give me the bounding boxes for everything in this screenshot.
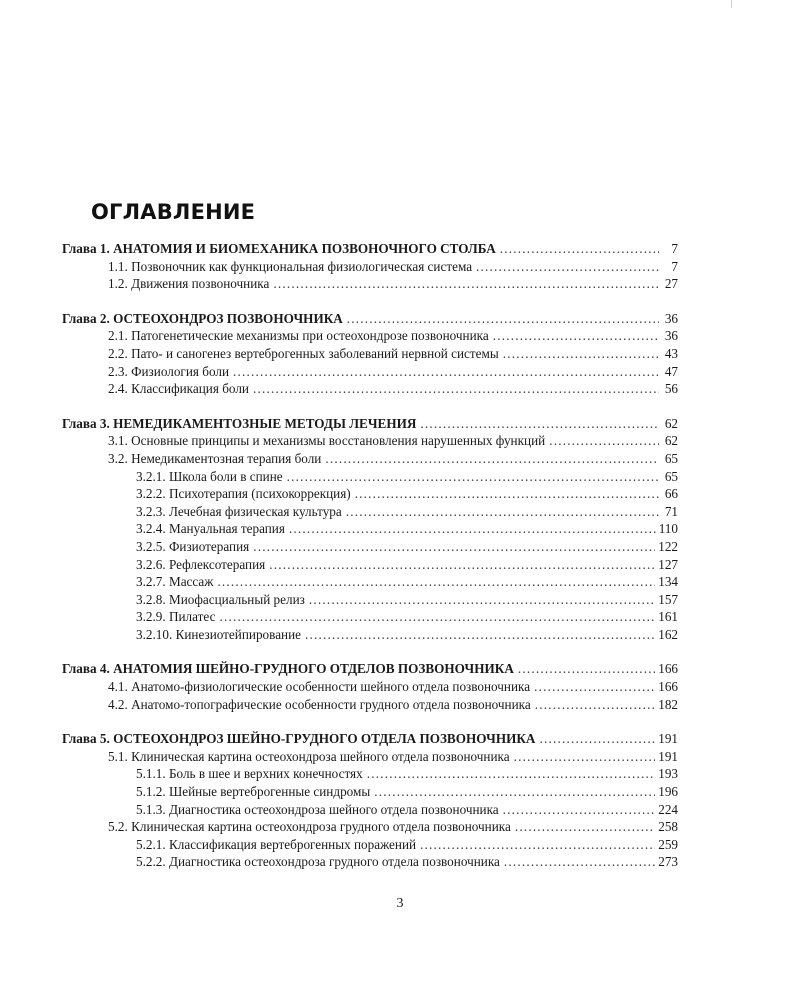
- subsubsection-entry[interactable]: [62, 765, 678, 783]
- subsubsection-entry[interactable]: [62, 485, 678, 503]
- section-entry-title: 2.1. Патогенетические механизмы при остеохондрозе позвоночника: [108, 328, 489, 344]
- subsubsection-entry[interactable]: [62, 538, 678, 556]
- subsubsection-entry-page: 66: [664, 486, 678, 502]
- subsubsection-entry-page: 259: [658, 836, 678, 852]
- subsubsection-entry[interactable]: [62, 836, 678, 854]
- dot-leader: [514, 748, 656, 766]
- subsubsection-entry-page: 196: [658, 784, 678, 800]
- subsubsection-entry-title: 3.2.7. Массаж: [136, 574, 214, 590]
- subsubsection-entry[interactable]: [62, 853, 678, 871]
- section-entry-title: 4.1. Анатомо-физиологические особенности шейного отдела позвоночника: [108, 679, 531, 695]
- dot-leader: [287, 468, 659, 486]
- subsubsection-entry[interactable]: [62, 468, 678, 486]
- section-entry-page: 182: [658, 696, 678, 712]
- section-entry-page: 191: [658, 748, 678, 764]
- subsubsection-entry-title: 5.1.1. Боль в шее и верхних конечностях: [136, 766, 363, 782]
- dot-leader: [273, 275, 659, 293]
- dot-leader: [253, 538, 655, 556]
- section-entry[interactable]: [62, 678, 678, 696]
- dot-leader: [217, 573, 655, 591]
- section-entry-title: 5.1. Клиническая картина остеохондроза шейного отдела позвоночника: [108, 748, 510, 764]
- section-entry-title: 2.3. Физиология боли: [108, 363, 230, 379]
- section-entry[interactable]: [62, 450, 678, 468]
- section-entry[interactable]: [62, 363, 678, 381]
- dot-leader: [325, 450, 659, 468]
- section-entry[interactable]: [62, 696, 678, 714]
- subsubsection-entry-page: 122: [658, 538, 678, 554]
- page-number: 3: [396, 896, 404, 911]
- dot-leader: [503, 801, 656, 819]
- subsubsection-entry[interactable]: [62, 520, 678, 538]
- dot-leader: [420, 836, 655, 854]
- chapter-entry-page: 166: [658, 661, 678, 677]
- chapter-entry-page: 191: [658, 731, 678, 747]
- subsubsection-entry-page: 157: [658, 591, 678, 607]
- chapter-entry[interactable]: [62, 310, 678, 328]
- subsubsection-entry-title: 3.2.2. Психотерапия (психокоррекция): [136, 486, 351, 502]
- chapter-entry-page: 36: [664, 310, 678, 326]
- subsubsection-entry-title: 5.2.1. Классификация вертеброгенных поражений: [136, 836, 417, 852]
- section-entry[interactable]: [62, 258, 678, 276]
- chapter-entry[interactable]: [62, 415, 678, 433]
- chapter-entry[interactable]: [62, 240, 678, 258]
- section-entry[interactable]: [62, 818, 678, 836]
- section-entry[interactable]: [62, 380, 678, 398]
- dot-leader: [476, 258, 659, 276]
- chapter-block: [62, 730, 678, 871]
- dot-leader: [233, 363, 659, 381]
- subsubsection-entry-title: 3.2.6. Рефлексотерапия: [136, 556, 266, 572]
- table-of-contents: [62, 240, 678, 888]
- chapter-block: [62, 415, 678, 644]
- subsubsection-entry[interactable]: [62, 503, 678, 521]
- subsubsection-entry-page: 110: [658, 521, 678, 537]
- subsubsection-entry-title: 3.2.1. Школа боли в спине: [136, 468, 283, 484]
- subsubsection-entry-title: 3.2.9. Пилатес: [136, 609, 216, 625]
- dot-leader: [420, 415, 659, 433]
- subsubsection-entry-title: 3.2.3. Лечебная физическая культура: [136, 503, 342, 519]
- chapter-block: [62, 660, 678, 713]
- dot-leader: [503, 345, 659, 363]
- section-entry-title: 3.1. Основные принципы и механизмы восстановления нарушенных функций: [108, 433, 546, 449]
- subsubsection-entry-page: 162: [658, 626, 678, 642]
- dot-leader: [534, 678, 655, 696]
- subsubsection-entry-title: 5.2.2. Диагностика остеохондроза грудного отдела позвоночника: [136, 854, 500, 870]
- toc-title: ОГЛАВЛЕНИЕ: [91, 200, 256, 224]
- dot-leader: [374, 783, 655, 801]
- section-entry-page: 43: [664, 345, 678, 361]
- section-entry-title: 3.2. Немедикаментозная терапия боли: [108, 450, 322, 466]
- section-entry[interactable]: [62, 345, 678, 363]
- subsubsection-entry[interactable]: [62, 801, 678, 819]
- dot-leader: [346, 503, 659, 521]
- section-entry-title: 2.2. Пато- и саногенез вертеброгенных заболеваний нервной системы: [108, 345, 499, 361]
- section-entry[interactable]: [62, 327, 678, 345]
- section-entry-title: 2.4. Классификация боли: [108, 381, 249, 397]
- chapter-block: [62, 310, 678, 398]
- chapter-entry[interactable]: [62, 660, 678, 678]
- chapter-entry-title: Глава 1. АНАТОМИЯ И БИОМЕХАНИКА ПОЗВОНОЧНОГО СТОЛБА: [62, 241, 496, 256]
- section-entry-title: 1.2. Движения позвоночника: [108, 276, 270, 292]
- dot-leader: [309, 591, 655, 609]
- dot-leader: [504, 853, 655, 871]
- subsubsection-entry-page: 224: [658, 801, 678, 817]
- dot-leader: [367, 765, 656, 783]
- subsubsection-entry-page: 161: [658, 609, 678, 625]
- subsubsection-entry-page: 193: [658, 766, 678, 782]
- section-entry-page: 62: [664, 433, 678, 449]
- chapter-block: [62, 240, 678, 293]
- dot-leader: [500, 240, 659, 258]
- dot-leader: [305, 626, 655, 644]
- subsubsection-entry-page: 71: [664, 503, 678, 519]
- section-entry-page: 65: [664, 450, 678, 466]
- chapter-entry[interactable]: [62, 730, 678, 748]
- subsubsection-entry-title: 5.1.2. Шейные вертеброгенные синдромы: [136, 784, 371, 800]
- section-entry-page: 166: [658, 679, 678, 695]
- dot-leader: [289, 520, 656, 538]
- section-entry[interactable]: [62, 748, 678, 766]
- section-entry[interactable]: [62, 275, 678, 293]
- section-entry-title: 4.2. Анатомо-топографические особенности грудного отдела позвоночника: [108, 696, 531, 712]
- subsubsection-entry[interactable]: [62, 573, 678, 591]
- section-entry-page: 258: [658, 819, 678, 835]
- dot-leader: [535, 696, 656, 714]
- subsubsection-entry-page: 127: [658, 556, 678, 572]
- section-entry-title: 1.1. Позвоночник как функциональная физиологическая система: [108, 258, 473, 274]
- section-entry[interactable]: [62, 432, 678, 450]
- dot-leader: [515, 818, 655, 836]
- dot-leader: [219, 608, 655, 626]
- dot-leader: [549, 432, 659, 450]
- dot-leader: [269, 556, 655, 574]
- subsubsection-entry-title: 3.2.10. Кинезиотейпирование: [136, 626, 302, 642]
- subsubsection-entry[interactable]: [62, 556, 678, 574]
- subsubsection-entry-title: 3.2.8. Миофасциальный релиз: [136, 591, 305, 607]
- subsubsection-entry[interactable]: [62, 626, 678, 644]
- dot-leader: [539, 730, 655, 748]
- section-entry-page: 56: [664, 381, 678, 397]
- subsubsection-entry-title: 3.2.4. Мануальная терапия: [136, 521, 285, 537]
- subsubsection-entry-page: 134: [658, 574, 678, 590]
- chapter-entry-page: 62: [664, 415, 678, 431]
- chapter-entry-title: Глава 5. ОСТЕОХОНДРОЗ ШЕЙНО-ГРУДНОГО ОТДЕЛА ПОЗВОНОЧНИКА: [62, 731, 536, 747]
- subsubsection-entry-page: 273: [658, 854, 678, 870]
- dot-leader: [518, 660, 655, 678]
- crop-mark: [731, 0, 732, 8]
- section-entry-page: 36: [664, 328, 678, 344]
- dot-leader: [493, 327, 659, 345]
- subsubsection-entry-page: 65: [664, 468, 678, 484]
- subsubsection-entry-title: 3.2.5. Физиотерапия: [136, 538, 250, 554]
- chapter-entry-title: Глава 3. НЕМЕДИКАМЕНТОЗНЫЕ МЕТОДЫ ЛЕЧЕНИЯ: [62, 415, 417, 431]
- subsubsection-entry[interactable]: [62, 591, 678, 609]
- subsubsection-entry[interactable]: [62, 608, 678, 626]
- chapter-entry-title: Глава 2. ОСТЕОХОНДРОЗ ПОЗВОНОЧНИКА: [62, 310, 343, 326]
- dot-leader: [347, 310, 659, 328]
- dot-leader: [355, 485, 659, 503]
- section-entry-page: 47: [664, 363, 678, 379]
- subsubsection-entry[interactable]: [62, 783, 678, 801]
- dot-leader: [253, 380, 659, 398]
- chapter-entry-page: 7: [671, 241, 678, 256]
- section-entry-page: 27: [664, 276, 678, 292]
- chapter-entry-title: Глава 4. АНАТОМИЯ ШЕЙНО-ГРУДНОГО ОТДЕЛОВ ПОЗВОНОЧНИКА: [62, 661, 514, 677]
- section-entry-page: 7: [671, 258, 678, 274]
- subsubsection-entry-title: 5.1.3. Диагностика остеохондроза шейного отдела позвоночника: [136, 801, 499, 817]
- section-entry-title: 5.2. Клиническая картина остеохондроза грудного отдела позвоночника: [108, 819, 511, 835]
